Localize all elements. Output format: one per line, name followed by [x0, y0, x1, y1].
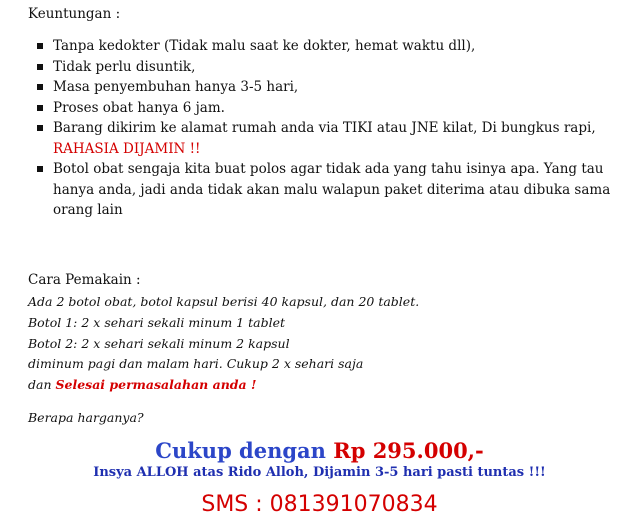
secret-guarantee-text: RAHASIA DIJAMIN !!	[53, 140, 201, 157]
bullet-icon	[37, 43, 43, 49]
price-amount: Rp 295.000,-	[333, 438, 484, 463]
list-item-text: Proses obat hanya 6 jam.	[53, 99, 225, 116]
benefits-title: Keuntungan :	[28, 6, 121, 22]
list-item	[0, 36, 620, 57]
bullet-icon	[37, 166, 43, 172]
usage-instructions	[28, 292, 419, 396]
list-item-text: Tidak perlu disuntik,	[53, 58, 196, 75]
list-item	[0, 98, 620, 119]
usage-highlight: Selesai permasalahan anda !	[55, 377, 257, 393]
usage-line: Botol 2: 2 x sehari sekali minum 2 kapsul	[28, 335, 290, 351]
list-item-text: Masa penyembuhan hanya 3-5 hari,	[53, 79, 299, 95]
list-item-text: Barang dikirim ke alamat rumah anda via TIKI atau JNE kilat, Di bungkus rapi,	[53, 120, 596, 136]
list-item-text: Botol obat sengaja kita buat polos agar tidak ada yang tahu isinya apa. Yang tau hanya anda, jadi anda tidak akan malu walapun paket diterima atau dibuka sama orang lain	[53, 161, 611, 218]
bullet-icon	[37, 64, 43, 70]
usage-line: Ada 2 botol obat, botol kapsul berisi 40 kapsul, dan 20 tablet.	[28, 294, 420, 309]
usage-line-final	[28, 375, 419, 396]
bullet-icon	[37, 125, 43, 131]
price-question: Berapa harganya?	[28, 410, 144, 425]
benefits-list	[0, 36, 620, 221]
guarantee-text: Insya ALLOH atas Rido Alloh, Dijamin 3-5 hari pasti tuntas !!!	[93, 465, 546, 480]
list-item	[0, 57, 620, 78]
usage-line-prefix: dan	[28, 377, 56, 393]
list-item	[0, 77, 620, 98]
usage-line: Botol 1: 2 x sehari sekali minum 1 tablet	[28, 314, 285, 330]
list-item	[0, 118, 620, 159]
bullet-icon	[37, 84, 43, 90]
sms-contact: SMS : 081391070834	[201, 492, 438, 517]
bullet-icon	[37, 105, 43, 111]
list-item	[0, 159, 620, 221]
price-line	[0, 438, 639, 463]
price-prefix: Cukup dengan	[155, 438, 334, 463]
usage-line: diminum pagi dan malam hari. Cukup 2 x sehari saja	[28, 356, 364, 372]
list-item-text: Tanpa kedokter (Tidak malu saat ke dokter, hemat waktu dll),	[53, 38, 476, 54]
usage-title: Cara Pemakain :	[28, 272, 141, 288]
